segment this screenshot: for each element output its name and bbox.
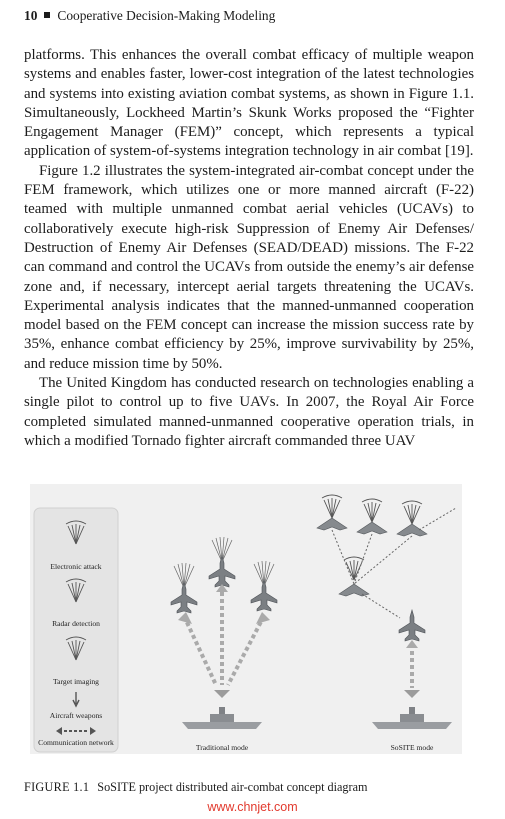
legend-communication-network: Communication network [38,738,114,747]
running-header [24,8,275,24]
watermark: www.chnjet.com [207,800,298,814]
paragraph-1: platforms. This enhances the overall combat efficacy of multiple weapon systems and enables faster, lower-cost integration of the latest technologies and systems into existing aviation combat systems, as shown in Figure 1.1. Simultaneously, Lockheed Martin’s Skunk Works proposed the “Fighter Engagement Manager (FEM)” concept, which represents a typical application of system-of-systems integration technology in air combat [19]. [24,47,474,160]
sosite-concept-diagram [24,480,468,770]
paragraph-3: The United Kingdom has conducted research on technologies enabling a single pilot to control up to five UAVs. In 2007, the Royal Air Force completed simulated manned-unmanned cooperative operation trials, in which a modified Tornado fighter aircraft commanded three UAV [24,375,474,449]
caption-number: FIGURE 1.1 [24,780,90,794]
body-text [24,46,474,451]
caption-text: SoSITE project distributed air-combat concept diagram [97,780,368,794]
running-title: Cooperative Decision-Making Modeling [57,8,276,23]
legend-radar-detection: Radar detection [52,619,100,628]
label-traditional-mode: Traditional mode [195,743,249,752]
legend-aircraft-weapons: Aircraft weapons [49,711,103,720]
header-square-bullet [44,12,50,18]
legend-electronic-attack: Electronic attack [50,562,102,571]
page-number: 10 [24,8,38,23]
legend-target-imaging: Target imaging [53,677,99,686]
figure-caption [24,780,367,795]
paragraph-2: Figure 1.2 illustrates the system-integrated air-combat concept under the FEM framework, which utilizes one or more manned aircraft (F-22) teamed with multiple unmanned combat aerial vehicles (UCAVs) to collaboratively execute high-risk Suppression of Enemy Air Defenses/ Destruction of Enemy Air Defenses (SEAD/DEAD) missions. The F-22 can command and control the UCAVs from outside the enemy’s air defense zone and, if necessary, intercept aerial targets threatening the UCAVs. Experimental analysis indicates that the manned-unmanned cooperation model based on the FEM concept can increase the mission success rate by 35%, enhance combat efficiency by 25%, improve survivability by 25%, and reduce mission time by 50%. [24,162,474,372]
label-sosite-mode: SoSITE mode [390,743,434,752]
figure-1-1 [24,480,468,770]
